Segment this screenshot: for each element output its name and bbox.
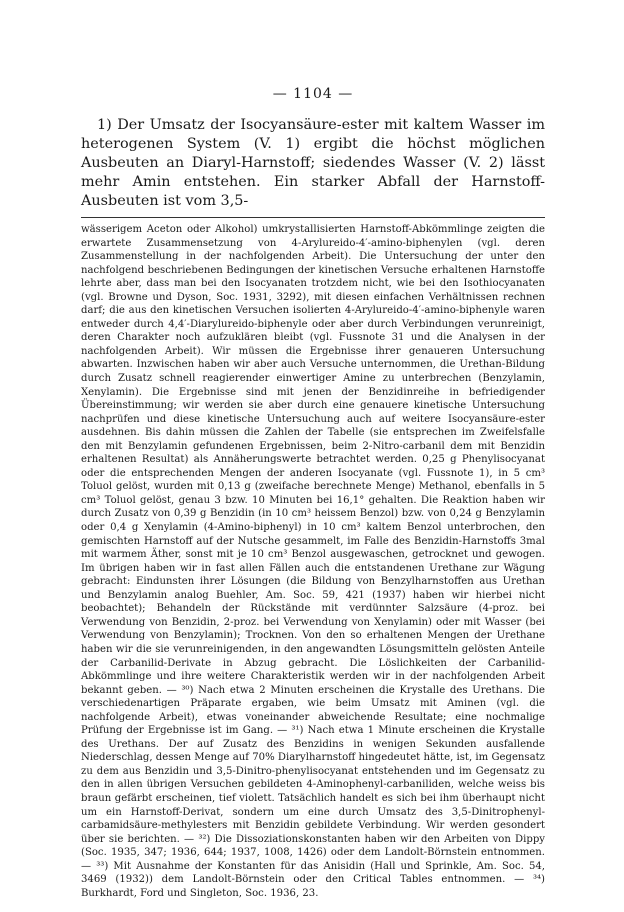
footnote-1-text: 1) Der Umsatz der Isocyansäure-ester mit kaltem Wasser im heterogenen System (V. 1) ergibt die höchst möglichen Ausbeuten an Diaryl-Harnstoff; siedendes Wasser (V. 2) lässt mehr Amin entstehen. Ein starker Abfall der Harnstoff-Ausbeuten ist vom 3,5- (81, 117, 545, 209)
footnote-continuation: wässerigem Aceton oder Alkohol) umkrystallisierten Harnstoff-Abkömmlinge zeigten die erwartete Zusammensetzung von 4-Arylureido-4′-amino-biphenylen (vgl. deren Zusammenstellung in der nachfolgenden Arbeit). Die Untersuchung der unter den nachfolgend beschriebenen Bedingungen der kinetischen Versuche erhaltenen Harnstoffe lehrte aber, dass man bei den Isocyanaten trotzdem nicht, wie bei den Isothiocyanaten (vgl. Browne und Dyson, Soc. 1931, 3292), mit diesen einfachen Verhältnissen rechnen darf; die aus den kinetischen Versuchen isolierten 4-Arylureido-4′-amino-biphenyle waren entweder durch 4,4′-Diarylureido-biphenyle oder aber durch Verbindungen verunreinigt, deren Charakter noch aufzuklären bleibt (vgl. Fussnote 31 und die Analysen in der nachfolgenden Arbeit). Wir müssen die Ergebnisse ihrer genaueren Untersuchung abwarten. Inzwischen haben wir aber auch Versuche unternommen, die Urethan-Bildung durch Zusatz schnell reagierender einwertiger Amine zu unterbrechen (Benzylamin, Xenylamin). Die Ergebnisse sind mit jenen der Benzidinreihe in befriedigender Übereinstimmung; wir werden sie aber durch eine genauere kinetische Untersuchung nachprüfen und diese kinetische Untersuchung auch auf weitere Isocyansäure-ester ausdehnen. Bis dahin müssen die Zahlen der Tabelle (sie entsprechen im Zweifelsfalle den mit Benzylamin gefundenen Ergebnissen, beim 2-Nitro-carbanil dem mit Benzidin erhaltenen Resultat) als Annäherungswerte betrachtet werden. 0,25 g Phenylisocyanat oder die entsprechenden Mengen der anderen Isocyanate (vgl. Fussnote 1), in 5 cm³ Toluol gelöst, wurden mit 0,13 g (zweifache berechnete Menge) Methanol, ebenfalls in 5 cm³ Toluol gelöst, genau 3 bzw. 10 Minuten bei 16,1° gehalten. Die Reaktion haben wir durch Zusatz von 0,39 g Benzidin (in 10 cm³ heissem Benzol) bzw. von 0,24 g Benzylamin oder 0,4 g Xenylamin (4-Amino-biphenyl) in 10 cm³ kaltem Benzol unterbrochen, den gemischten Harnstoff auf der Nutsche gesammelt, im Falle des Benzidin-Harnstoffs 3mal mit warmem Äther, sonst mit je 10 cm³ Benzol ausgewaschen, getrocknet und gewogen. Im übrigen haben wir in fast allen Fällen auch die entstandenen Urethane zur Wägung gebracht: Eindunsten ihrer Lösungen (die Bildung von Benzylharnstoffen aus Urethan und Benzylamin analog Buehler, Am. Soc. 59, 421 (1937) haben wir hierbei nicht beobachtet); Behandeln der Rückstände mit verdünnter Salzsäure (4-proz. bei Verwendung von Benzidin, 2-proz. bei Verwendung von Xenylamin) oder mit Wasser (bei Verwendung von Benzylamin); Trocknen. Von den so erhaltenen Mengen der Urethane haben wir die sie verunreinigenden, in den angewandten Lösungsmitteln gelösten Anteile der Carbanilid-Derivate in Abzug gebracht. Die Löslichkeiten der Carbanilid-Abkömmlinge und ihre weitere Charakteristik werden wir in der nachfolgenden Arbeit bekannt geben. — ³⁰) Nach etwa 2 Minuten erscheinen die Krystalle des Urethans. Die verschiedenartigen Präparate ergaben, wie beim Umsatz mit Aminen (vgl. die nachfolgende Arbeit), etwas voneinander abweichende Resultate; eine nochmalige Prüfung der Ergebnisse ist im Gang. — ³¹) Nach etwa 1 Minute erscheinen die Krystalle des Urethans. Der auf Zusatz des Benzidins in wenigen Sekunden ausfallende Niederschlag, dessen Menge auf 70% Diarylharnstoff hingedeutet hätte, ist, im Gegensatz zu dem aus Benzidin und 3,5-Dinitro-phenylisocyanat entstehenden und im Gegensatz zu den in allen übrigen Versuchen gebildeten 4-Aminophenyl-carbaniliden, welche weiss bis braun gefärbt erscheinen, tief violett. Tatsächlich handelt es sich bei ihm überhaupt nicht um ein Harnstoff-Derivat, sondern um eine durch Umsatz des 3,5-Dinitrophenyl-carbamidsäure-methylesters mit Benzidin gebildete Verbindung. Wir werden gesondert über sie berichten. — ³²) Die Dissoziationskonstanten haben wir den Arbeiten von Dippy (Soc. 1935, 347; 1936, 644; 1937, 1008, 1426) oder dem Landolt-Börnstein entnommen. — ³³) Mit Ausnahme der Konstanten für das Anisidin (Hall und Sprinkle, Am. Soc. 54, 3469 (1932)) dem Landolt-Börnstein oder den Critical Tables entnommen. — ³⁴) Burkhardt, Ford und Singleton, Soc. 1936, 23. (81, 224, 545, 899)
page-number: — 1104 — (272, 86, 354, 102)
page (81, 86, 545, 900)
text-divider (81, 217, 545, 218)
